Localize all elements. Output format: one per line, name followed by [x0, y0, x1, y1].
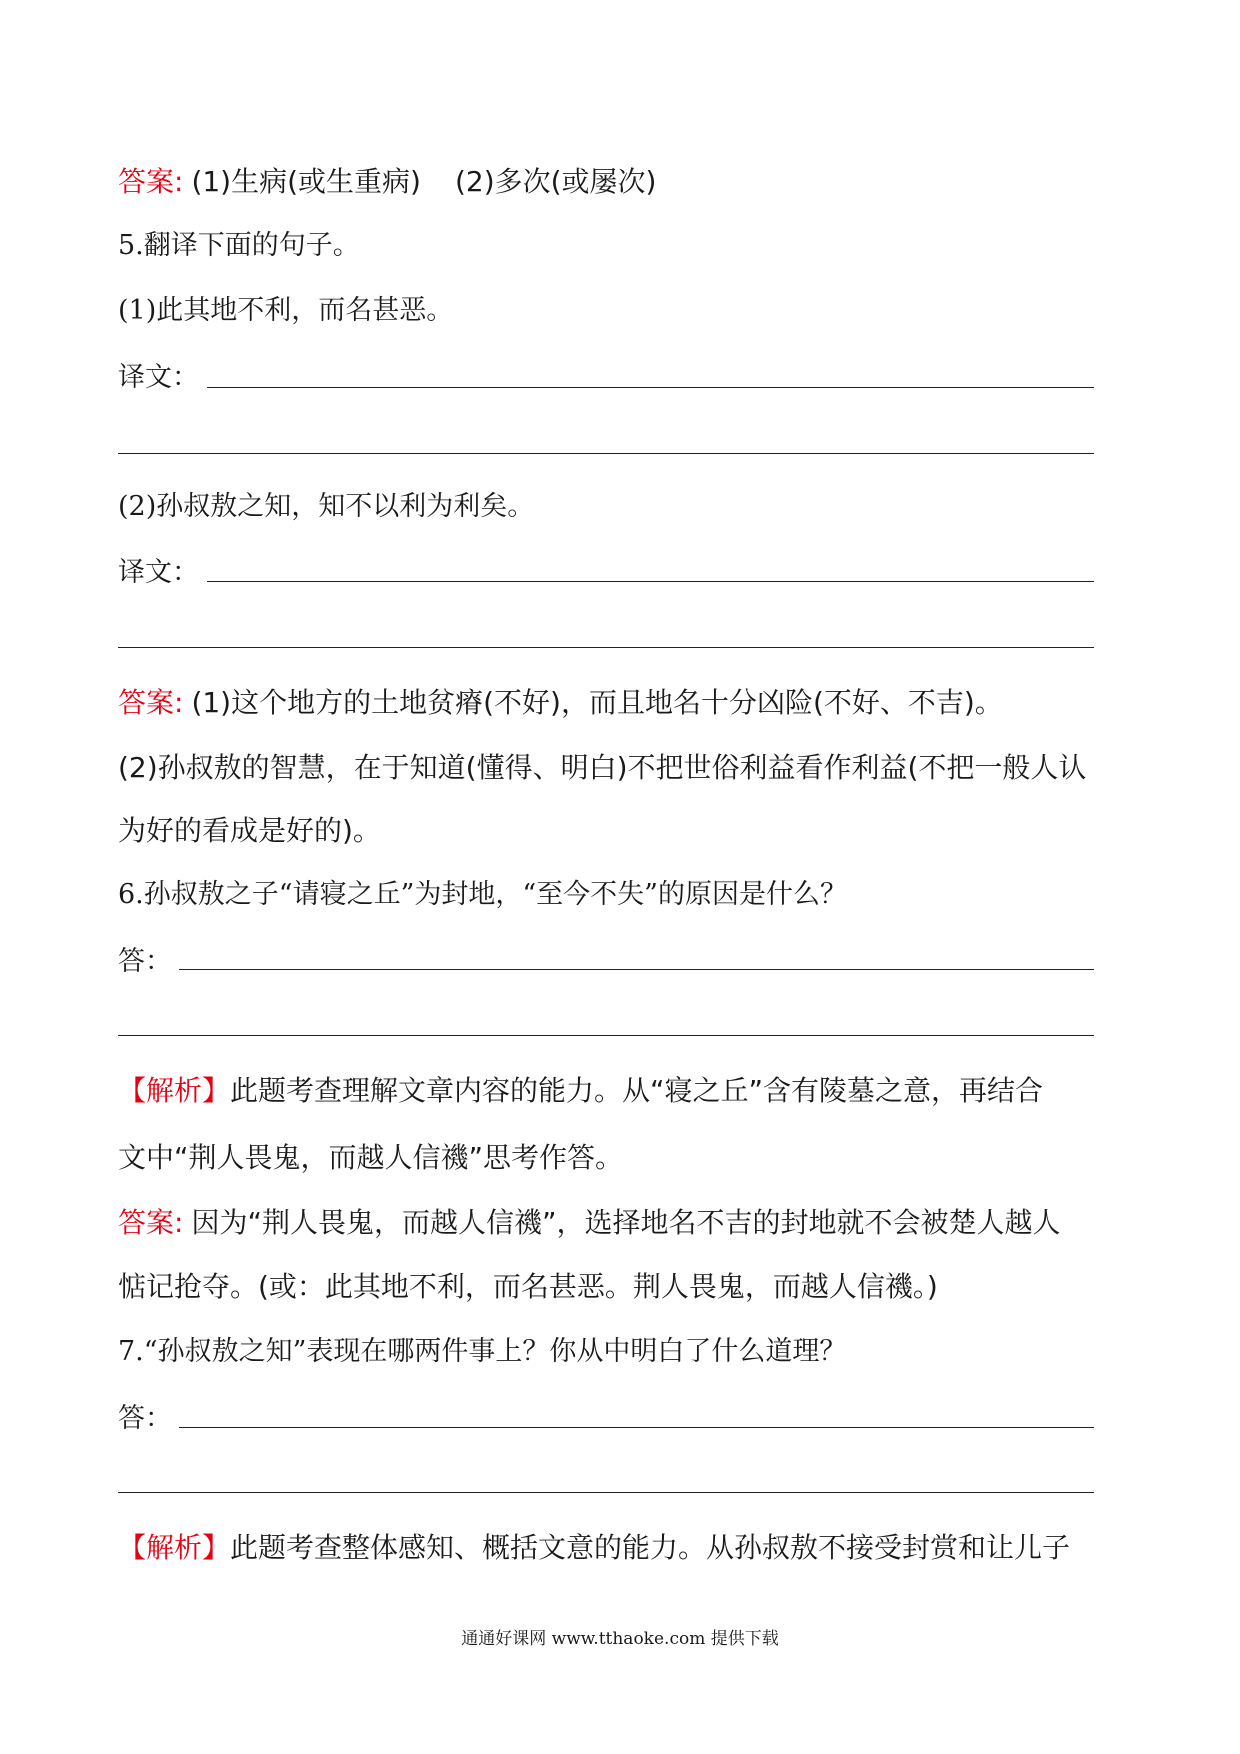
answer-text: (1)这个地方的土地贫瘠(不好)，而且地名十分凶险(不好、不吉)。 — [191, 686, 1003, 719]
analysis-text: 此题考查整体感知、概括文意的能力。从孙叔敖不接受封赏和让儿子 — [230, 1531, 1071, 1564]
q7-answer-blank-b — [118, 1492, 1094, 1493]
q4-answer-line — [118, 162, 656, 202]
answer-part-2: (2)多次(或屡次) — [454, 165, 657, 198]
q5-answer-line-3: 为好的看成是好的)。 — [118, 814, 381, 847]
q7-answer-label: 答： — [118, 1403, 172, 1434]
q6-analysis-line-2: 文中“荆人畏鬼，而越人信禨”思考作答。 — [118, 1141, 624, 1174]
answer-part-1: (1)生病(或生重病) — [191, 165, 421, 198]
answer-label: 答案: — [118, 1206, 184, 1239]
q7-prompt: 7.“孙叔敖之知”表现在哪两件事上？你从中明白了什么道理？ — [118, 1336, 847, 1367]
analysis-text: 此题考查理解文章内容的能力。从“寝之丘”含有陵墓之意，再结合 — [230, 1074, 1044, 1107]
analysis-label: 【解析】 — [118, 1074, 231, 1107]
q5-translation-label-2: 译文： — [118, 557, 199, 588]
q5-sentence-1: (1)此其地不利，而名甚恶。 — [118, 295, 454, 326]
answer-text: 因为“荆人畏鬼，而越人信禨”，选择地名不吉的封地就不会被楚人越人 — [191, 1206, 1061, 1239]
q6-answer-blank-a — [179, 969, 1094, 970]
q6-answer-label: 答： — [118, 946, 172, 977]
analysis-label: 【解析】 — [118, 1531, 231, 1564]
answer-label: 答案: — [118, 165, 184, 198]
q6-answer-line-2: 惦记抢夺。(或：此其地不利，而名甚恶。荆人畏鬼，而越人信禨。) — [118, 1270, 938, 1303]
q5-prompt: 5.翻译下面的句子。 — [118, 230, 360, 261]
q5-translation-label-1: 译文： — [118, 362, 199, 393]
q6-answer-blank-b — [118, 1035, 1094, 1036]
q6-answer-line-1 — [118, 1203, 1060, 1243]
q5-translation-blank-1b — [118, 453, 1094, 454]
answer-label: 答案: — [118, 686, 184, 719]
q5-answer-line-1 — [118, 683, 1003, 723]
q5-translation-blank-1a — [207, 387, 1094, 388]
page-footer: 通通好课网 www.tthaoke.com 提供下载 — [461, 1629, 779, 1649]
q7-analysis-line-1 — [118, 1528, 1070, 1568]
q5-translation-blank-2b — [118, 647, 1094, 648]
q6-prompt: 6.孙叔敖之子“请寝之丘”为封地，“至今不失”的原因是什么？ — [118, 879, 847, 910]
q7-answer-blank-a — [179, 1427, 1094, 1428]
q6-analysis-line-1 — [118, 1071, 1043, 1111]
q5-translation-blank-2a — [207, 581, 1094, 582]
q5-answer-line-2: (2)孙叔敖的智慧，在于知道(懂得、明白)不把世俗利益看作利益(不把一般人认 — [118, 751, 1087, 784]
q5-sentence-2: (2)孙叔敖之知，知不以利为利矣。 — [118, 491, 535, 522]
